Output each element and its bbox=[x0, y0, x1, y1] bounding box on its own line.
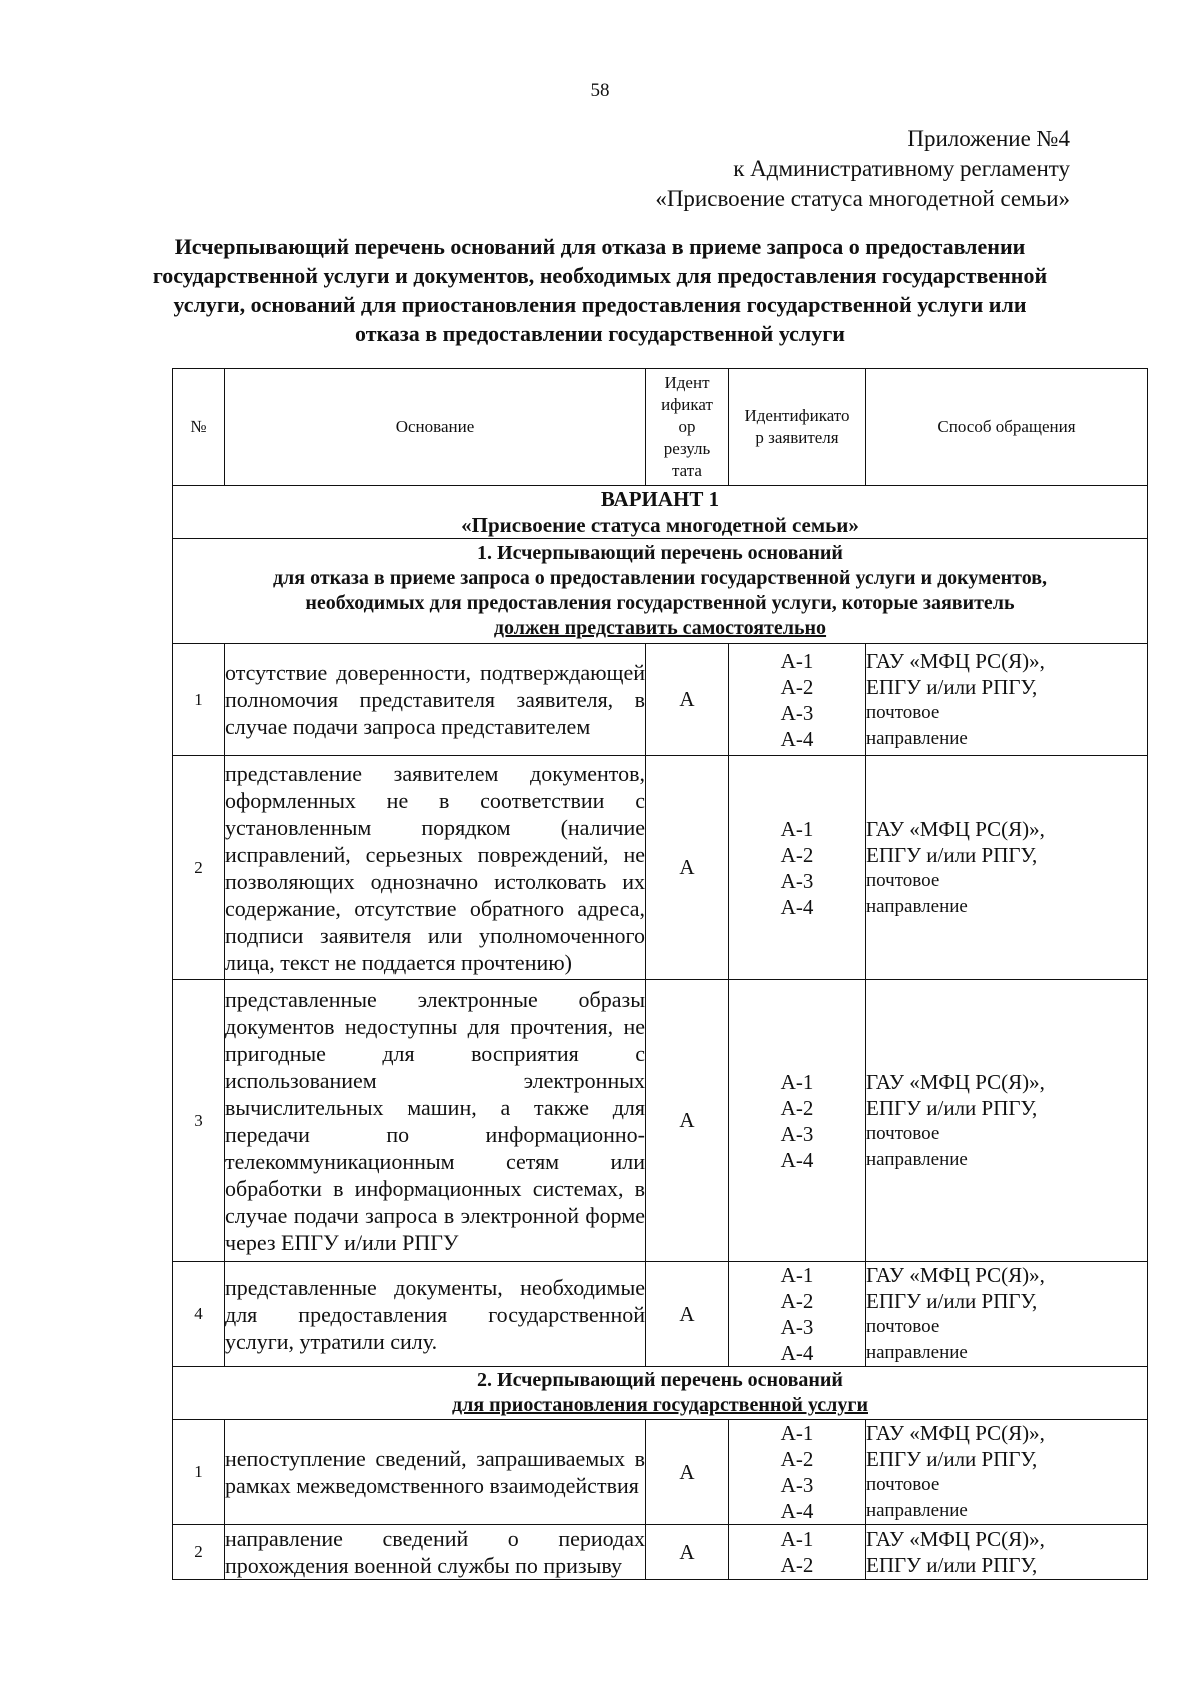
header-basis: Основание bbox=[225, 369, 646, 486]
method-line: почтовое bbox=[866, 869, 940, 891]
row-applicant-ids: А-1 А-2 А-3 А-4 bbox=[729, 644, 866, 756]
grounds-table bbox=[172, 368, 1148, 1580]
document-title: Исчерпывающий перечень оснований для отказа в приеме запроса о предоставлении государственной услуги и документов, необходимых для предоставления государственной услуги, оснований для приостановления предоставления государственной услуги или отказа в предоставлении государственной услуги bbox=[152, 234, 1048, 346]
row-result-id: А bbox=[646, 644, 729, 756]
table-header-row bbox=[173, 369, 1148, 486]
method-line: ГАУ «МФЦ РС(Я)», bbox=[866, 1263, 1045, 1287]
method-line: почтовое bbox=[866, 1474, 940, 1495]
row-result-id: А bbox=[646, 980, 729, 1262]
row-method bbox=[866, 756, 1148, 980]
header-method: Способ обращения bbox=[866, 369, 1148, 486]
header-applicant-id-line: р заявителя bbox=[755, 428, 839, 447]
row-basis: отсутствие доверенности, подтверждающей полномочия представителя заявителя, в случае подачи запроса представителем bbox=[225, 644, 646, 756]
section-1-title-line: для отказа в приеме запроса о предоставлении государственной услуги и документов, bbox=[272, 567, 1048, 589]
header-result-id bbox=[646, 369, 729, 486]
variant-heading bbox=[173, 486, 1148, 539]
row-method bbox=[866, 1262, 1148, 1367]
row-basis: представленные документы, необходимые для предоставления государственной услуги, утратили силу. bbox=[225, 1262, 646, 1367]
header-applicant-id-line: Идентификато bbox=[744, 406, 850, 425]
table-row bbox=[173, 756, 1148, 980]
section-1-heading-row bbox=[173, 539, 1148, 644]
method-line: ЕПГУ и/или РПГУ, bbox=[866, 674, 1038, 699]
method-line: направление bbox=[866, 1342, 968, 1363]
method-line: направление bbox=[866, 1500, 968, 1521]
row-number: 2 bbox=[173, 756, 225, 980]
method-line: ЕПГУ и/или РПГУ, bbox=[866, 842, 1038, 867]
row-result-id: А bbox=[646, 756, 729, 980]
row-method bbox=[866, 980, 1148, 1262]
method-line: ЕПГУ и/или РПГУ, bbox=[866, 1447, 1038, 1471]
variant-row bbox=[173, 486, 1148, 539]
page-number: 58 bbox=[590, 80, 610, 101]
row-result-id: А bbox=[646, 1525, 729, 1580]
row-applicant-ids: А-1 А-2 А-3 А-4 bbox=[729, 980, 866, 1262]
header-result-id-line: тата bbox=[672, 461, 702, 480]
method-line: направление bbox=[866, 727, 968, 749]
header-result-id-line: ификат bbox=[661, 395, 713, 414]
row-number: 4 bbox=[173, 1262, 225, 1367]
method-line: ГАУ «МФЦ РС(Я)», bbox=[866, 1069, 1045, 1094]
table-row bbox=[173, 980, 1148, 1262]
method-line: почтовое bbox=[866, 1122, 940, 1144]
row-number: 1 bbox=[173, 644, 225, 756]
table-row bbox=[173, 1262, 1148, 1367]
row-applicant-ids: А-1 А-2 А-3 А-4 bbox=[729, 756, 866, 980]
appendix-heading bbox=[655, 124, 1070, 214]
table-row bbox=[173, 1525, 1148, 1580]
appendix-regulation-name: «Присвоение статуса многодетной семьи» bbox=[655, 186, 1070, 211]
method-line: почтовое bbox=[866, 701, 940, 723]
row-applicant-ids: А-1 А-2 А-3 А-4 bbox=[729, 1420, 866, 1525]
section-1-title-line: должен представить самостоятельно bbox=[493, 617, 827, 639]
table-row bbox=[173, 644, 1148, 756]
header-result-id-line: резуль bbox=[663, 439, 711, 458]
row-basis: направление сведений о периодах прохождения военной службы по призыву bbox=[225, 1526, 645, 1578]
header-result-id-line: Идент bbox=[664, 373, 710, 392]
section-2-heading bbox=[173, 1367, 1148, 1420]
variant-subtitle: «Присвоение статуса многодетной семьи» bbox=[461, 513, 859, 537]
section-2-title-line: для приостановления государственной услуги bbox=[451, 1394, 868, 1416]
section-2-heading-row bbox=[173, 1367, 1148, 1420]
appendix-number: Приложение №4 bbox=[907, 126, 1070, 151]
table-row bbox=[173, 1420, 1148, 1525]
method-line: ЕПГУ и/или РПГУ, bbox=[866, 1553, 1038, 1577]
header-applicant-id bbox=[729, 369, 866, 486]
method-line: направление bbox=[866, 1148, 968, 1170]
method-line: ЕПГУ и/или РПГУ, bbox=[866, 1095, 1038, 1120]
row-basis: представленные электронные образы документов недоступны для прочтения, не пригодные для восприятия с использованием электронных вычислительных машин, а также для передачи по информационно-телекоммуникационным сетям или обработки в информационных системах, в случае подачи запроса в электронной форме через ЕПГУ и/или РПГУ bbox=[225, 980, 646, 1262]
method-line: ЕПГУ и/или РПГУ, bbox=[866, 1289, 1038, 1313]
method-line: ГАУ «МФЦ РС(Я)», bbox=[866, 816, 1045, 841]
row-basis: представление заявителем документов, оформленных не в соответствии с установленным порядком (наличие исправлений, серьезных повреждений, не позволяющих однозначно истолковать их содержание, отсутствие обратного адреса, подписи заявителя или уполномоченного лица, текст не поддается прочтению) bbox=[225, 756, 646, 980]
section-2-title: 2. Исчерпывающий перечень оснований bbox=[477, 1369, 843, 1391]
row-method bbox=[866, 1525, 1148, 1580]
method-line: направление bbox=[866, 895, 968, 917]
row-method bbox=[866, 1420, 1148, 1525]
row-number: 1 bbox=[173, 1420, 225, 1525]
row-basis: непоступление сведений, запрашиваемых в рамках межведомственного взаимодействия bbox=[225, 1420, 646, 1525]
section-1-title: 1. Исчерпывающий перечень оснований bbox=[477, 542, 843, 564]
row-applicant-ids: А-1 А-2 А-3 А-4 bbox=[729, 1262, 866, 1367]
section-1-heading bbox=[173, 539, 1148, 644]
method-line: ГАУ «МФЦ РС(Я)», bbox=[866, 648, 1045, 673]
row-number: 3 bbox=[173, 980, 225, 1262]
method-line: почтовое bbox=[866, 1316, 940, 1337]
row-result-id: А bbox=[646, 1420, 729, 1525]
header-number: № bbox=[173, 369, 225, 486]
method-line: ГАУ «МФЦ РС(Я)», bbox=[866, 1421, 1045, 1445]
appendix-reference: к Административному регламенту bbox=[733, 156, 1070, 181]
section-1-title-line: необходимых для предоставления государственной услуги, которые заявитель bbox=[305, 592, 1015, 614]
method-line: ГАУ «МФЦ РС(Я)», bbox=[866, 1527, 1045, 1551]
row-number: 2 bbox=[173, 1525, 225, 1580]
row-method bbox=[866, 644, 1148, 756]
row-applicant-ids: А-1 А-2 bbox=[729, 1525, 866, 1580]
variant-title: ВАРИАНТ 1 bbox=[600, 487, 720, 511]
row-result-id: А bbox=[646, 1262, 729, 1367]
header-result-id-line: ор bbox=[678, 417, 696, 436]
